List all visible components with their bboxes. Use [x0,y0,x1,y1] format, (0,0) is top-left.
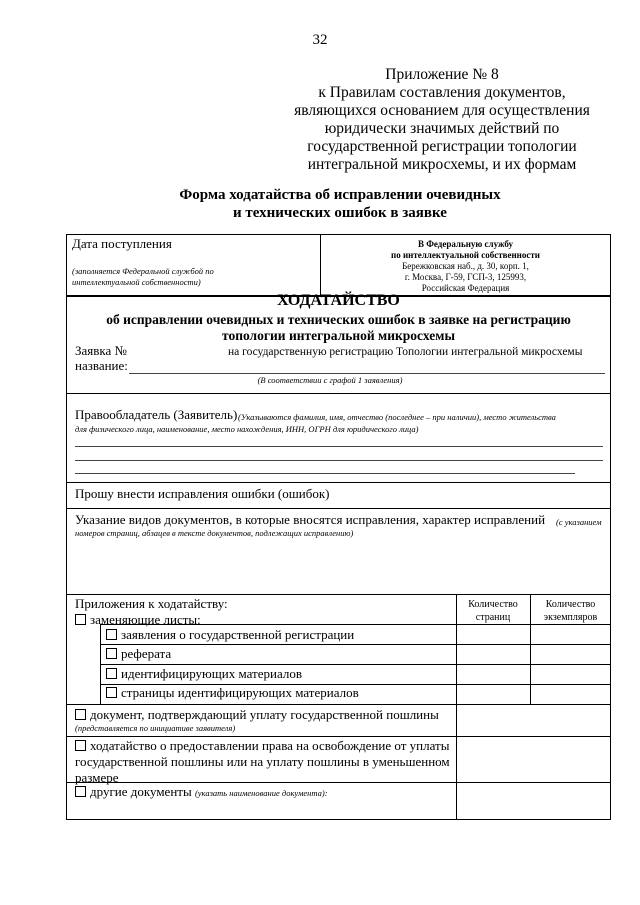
form-title [0,186,640,222]
other-label: другие документы [90,784,192,799]
other-note: (указать наименование документа): [194,788,328,798]
appendix-line: государственной регистрации топологии [307,138,577,155]
docs-indication-note: (с указанием [556,517,602,527]
docs-indication-field[interactable] [75,543,605,591]
attachment-item-label: идентифицирующих материалов [121,666,302,681]
other-documents [75,784,328,800]
docs-indication-note: номеров страниц, абзацев в тексте документов, подлежащих исправлению) [75,528,354,538]
holder-label: Правообладатель (Заявитель) [75,407,238,422]
addressee-line: Бережковская наб., д. 30, корп. 1, [402,261,529,271]
holder-note: для физического лица, наименование, место нахождения, ИНН, ОГРН для юридического лица) [75,424,419,434]
addressee-line: В Федеральную службу [417,239,514,249]
col-copies-header [530,598,611,624]
attachment-checkbox[interactable] [106,629,117,640]
appendix-line: к Правилам составления документов, [318,84,566,101]
attachment-item-label: реферата [121,646,172,661]
fee-document [75,707,439,723]
col-pages-line: Количество [468,599,518,610]
fee-note: (представляется по инициативе заявителя) [75,723,236,733]
addressee-line: Российская Федерация [421,283,510,293]
attachment-item [106,627,354,643]
replacing-checkbox[interactable] [75,614,86,625]
fee-checkbox[interactable] [75,709,86,720]
appendix-title: Приложение № 8 [385,66,499,83]
exemption-line: ходатайство о предоставлении права на освобождение от уплаты [90,738,450,753]
petition-subheading-line: топологии интегральной микросхемы [222,328,455,343]
holder-field-line[interactable] [75,473,575,474]
attachment-checkbox[interactable] [106,687,117,698]
receipt-note-line: интеллектуальной собственности) [72,277,201,287]
receipt-label: Дата поступления [72,236,172,251]
holder-field-line[interactable] [75,446,603,447]
attachment-item-label: страницы идентифицирующих материалов [121,685,359,700]
exemption-checkbox[interactable] [75,740,86,751]
application-name-field[interactable] [129,373,605,374]
application-number-label: Заявка № [75,343,127,358]
request-label: Прошу внести исправления ошибки (ошибок) [75,486,330,501]
other-checkbox[interactable] [75,786,86,797]
fee-document-label: документ, подтверждающий уплату государственной пошлины [90,707,439,722]
holder-field-line[interactable] [75,460,603,461]
appendix-line: интегральной микросхемы, и их формам [307,156,577,173]
petition-subheading [66,312,611,344]
holder-note: (Указываются фамилия, имя, отчество (последнее – при наличии), место жительства [238,412,556,422]
attachment-item [106,685,359,701]
receipt-note-line: (заполняется Федеральной службой по [72,266,214,276]
replacing-label: заменяющие листы: [90,612,201,627]
application-name-note: (В соответствии с графой 1 заявления) [257,375,403,385]
appendix-line: юридически значимых действий по [324,120,560,137]
receipt-note [72,266,214,288]
col-copies-line: Количество [545,599,596,610]
exemption-line: размере [75,770,119,785]
application-name-label: название: [75,358,128,373]
exemption-petition [75,738,450,786]
petition-heading: ХОДАТАЙСТВО [277,292,400,309]
col-pages-line: страниц [475,612,511,623]
addressee-line: по интеллектуальной собственности [391,250,540,260]
exemption-line: государственной пошлины или на уплату пошлины в уменьшенном [75,754,450,769]
application-purpose [228,346,582,358]
attachment-checkbox[interactable] [106,648,117,659]
addressee-line: г. Москва, Г-59, ГСП-3, 125993, [404,272,527,282]
form-title-line: Форма ходатайства об исправлении очевидных [179,187,501,203]
docs-indication-label: Указание видов документов, в которые вносятся исправления, характер исправлений [75,512,546,527]
application-purpose-text: на государственную регистрацию Топологии интегральной микросхемы [228,346,583,358]
replacing-sheets [75,612,201,628]
attachment-item-label: заявления о государственной регистрации [121,627,355,642]
col-copies-line: экземпляров [543,612,598,623]
attachment-item [106,646,171,662]
appendix-line: являющихся основанием для осуществления [294,102,590,119]
attachment-item [106,666,302,682]
col-pages-header [456,598,530,624]
page-number: 32 [312,32,328,48]
attachments-title: Приложения к ходатайству: [75,596,228,611]
form-title-line: и технических ошибок в заявке [233,205,447,221]
addressee [320,239,611,294]
attachment-checkbox[interactable] [106,668,117,679]
appendix-header [292,66,592,174]
petition-subheading-line: об исправлении очевидных и технических ошибок в заявке на регистрацию [106,312,571,327]
